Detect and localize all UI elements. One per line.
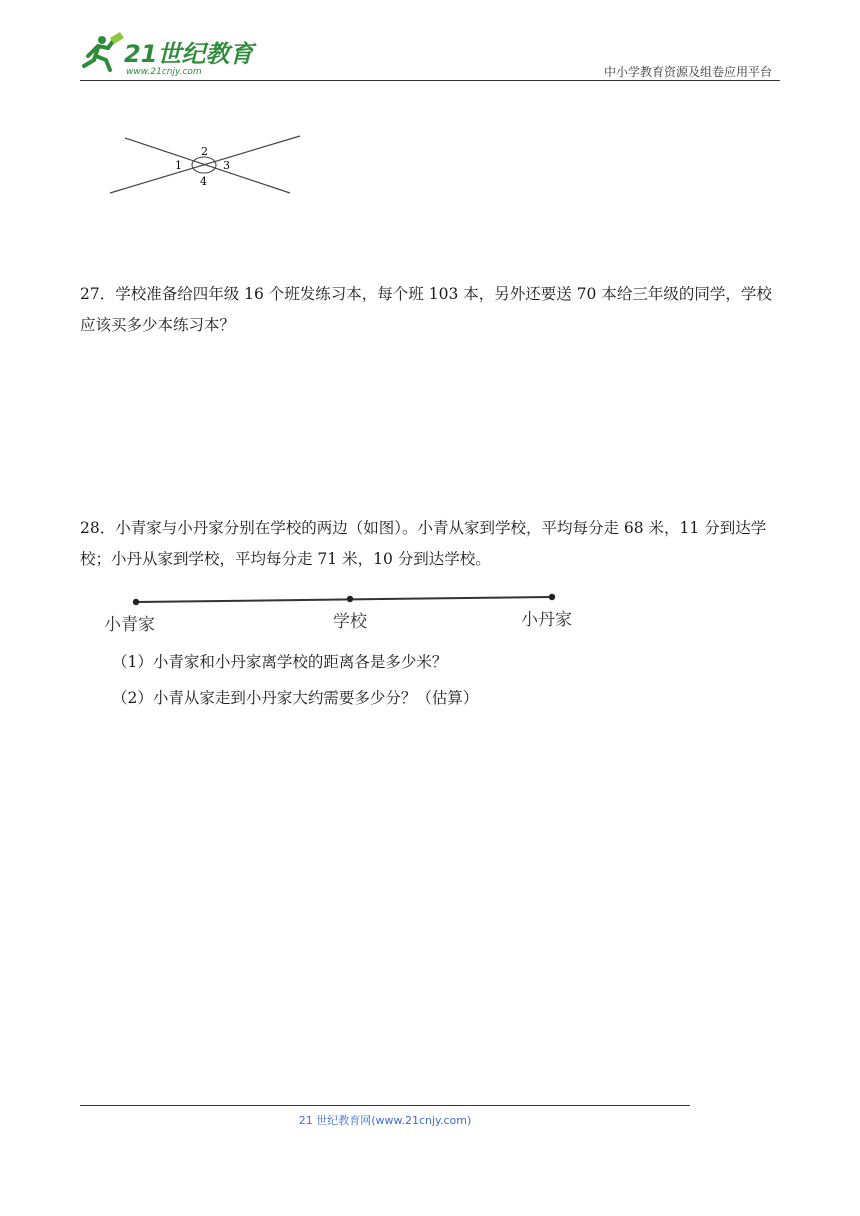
footer-link[interactable]: 21 世纪教育网(www.21cnjy.com)	[298, 1114, 472, 1127]
angle-label-1: 1	[175, 159, 182, 172]
question-28-part-1: （1）小青家和小丹家离学校的距离各是多少米？	[112, 653, 448, 671]
route-line-figure	[100, 590, 590, 640]
runner-logo-icon	[80, 30, 260, 78]
question-28-part-2: （2）小青从家走到小丹家大约需要多少分？（估算）	[112, 689, 479, 707]
question-28: 28．小青家与小丹家分别在学校的两边（如图）。小青从家到学校，平均每分走 68 米，11 分到达学校；小丹从家到学校，平均每分走 71 米，10 分到达学校。	[80, 519, 767, 568]
angle-label-4: 4	[200, 175, 207, 188]
route-label-xiaoqing-home: 小青家	[104, 615, 155, 635]
header-slogan: 中小学教育资源及组卷应用平台	[603, 65, 772, 79]
header-divider	[80, 80, 780, 81]
angle-label-2: 2	[201, 145, 208, 158]
footer-divider	[80, 1105, 690, 1106]
site-logo	[80, 30, 260, 78]
intersecting-lines-figure	[105, 128, 305, 200]
angle-label-3: 3	[223, 159, 230, 172]
logo-url-text: www.21cnjy.com	[126, 67, 202, 77]
question-27: 27．学校准备给四年级 16 个班发练习本，每个班 103 本，另外还要送 70 本给三年级的同学，学校应该买多少本练习本？	[80, 285, 772, 334]
logo-text: 21世纪教育	[124, 40, 254, 68]
route-label-xiaodan-home: 小丹家	[521, 610, 572, 630]
route-label-school: 学校	[333, 612, 367, 632]
